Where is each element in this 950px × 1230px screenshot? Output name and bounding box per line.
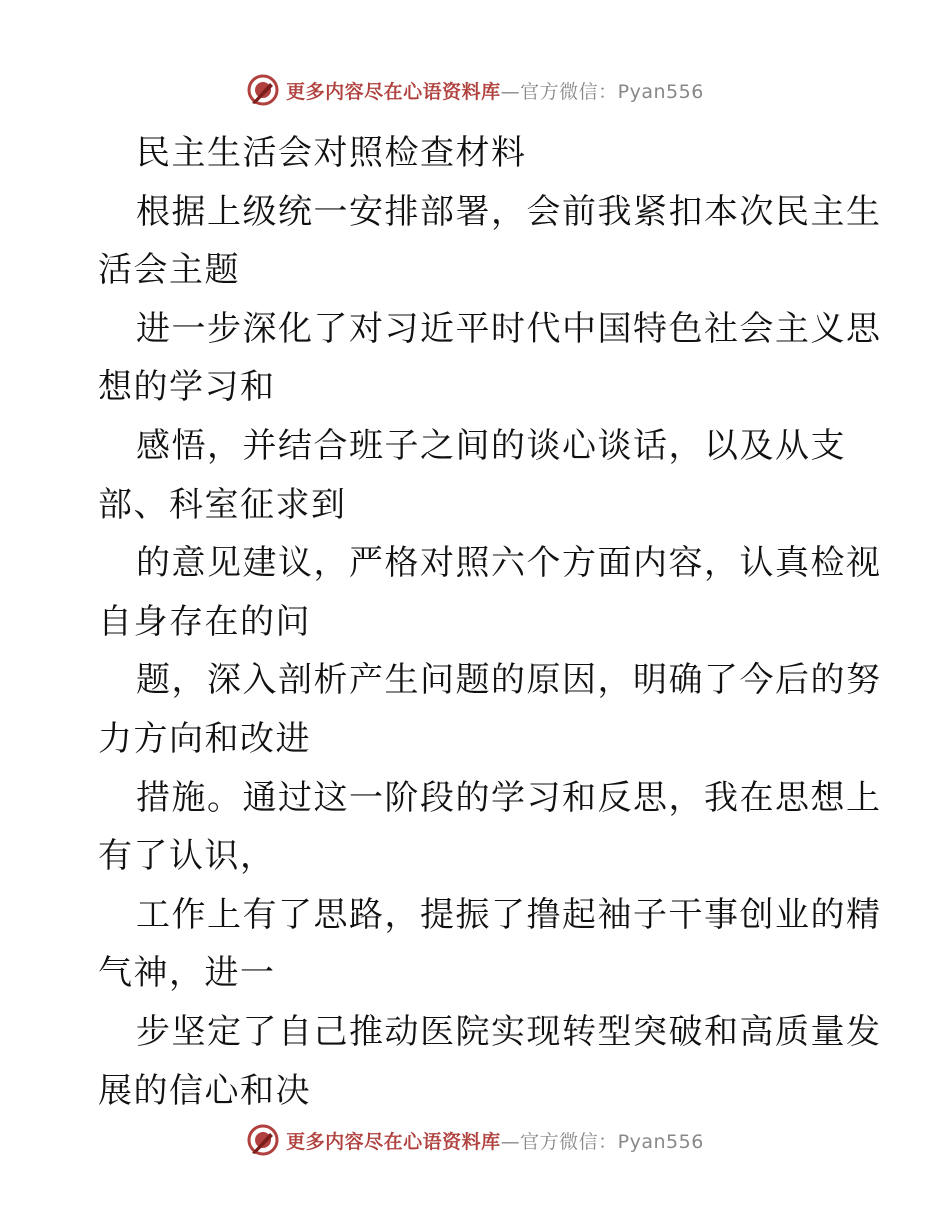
text-line: 气神，进一 <box>98 953 276 994</box>
text-line: 力方向和改进 <box>98 718 311 759</box>
text-line: 的意见建议，严格对照六个方面内容，认真检视 <box>136 543 882 584</box>
text-line: 活会主题 <box>98 250 240 291</box>
watermark-text: 更多内容尽在心语资料库—官方微信：Pyan556 <box>286 80 704 103</box>
text-line: 感悟，并结合班子之间的谈心谈话，以及从支 <box>136 425 846 466</box>
pen-logo-icon <box>246 73 280 107</box>
text-line: 展的信心和决 <box>98 1070 311 1111</box>
text-line: 想的学习和 <box>98 367 276 408</box>
text-line: 工作上有了思路，提振了撸起袖子干事创业的精 <box>136 894 882 935</box>
text-line: 有了认识， <box>98 836 276 877</box>
document-title: 民主生活会对照检查材料 <box>136 133 527 173</box>
text-line: 题，深入剖析产生问题的原因，明确了今后的努 <box>136 660 882 701</box>
text-line: 措施。通过这一阶段的学习和反思，我在思想上 <box>136 777 882 818</box>
header-watermark <box>0 70 950 110</box>
pen-logo-icon <box>246 1123 280 1157</box>
watermark-text: 更多内容尽在心语资料库—官方微信：Pyan556 <box>286 1130 704 1153</box>
text-line: 根据上级统一安排部署，会前我紧扣本次民主生 <box>136 191 882 232</box>
text-line: 进一步深化了对习近平时代中国特色社会主义思 <box>136 308 882 349</box>
text-line: 步坚定了自己推动医院实现转型突破和高质量发 <box>136 1011 882 1052</box>
document-body <box>98 124 882 1120</box>
footer-watermark <box>0 1120 950 1160</box>
text-line: 部、科室征求到 <box>98 484 347 525</box>
text-line: 自身存在的问 <box>98 601 311 642</box>
